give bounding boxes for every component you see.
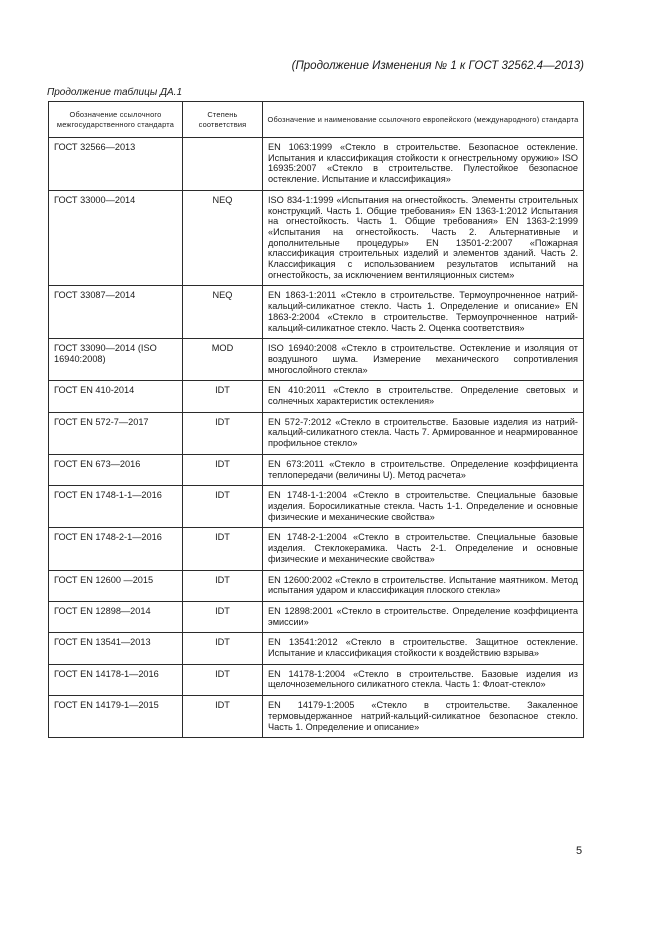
cell-european-standard: EN 410:2011 «Стекло в строительстве. Определение световых и солнечных характеристик остекления»: [263, 381, 584, 412]
cell-degree-of-conformity: IDT: [183, 454, 263, 485]
table-row: [49, 570, 584, 601]
amendment-header: (Продолжение Изменения № 1 к ГОСТ 32562.4—2013): [291, 60, 584, 72]
cell-interstate-standard: ГОСТ 33087—2014: [49, 286, 183, 339]
table-row: [49, 633, 584, 664]
cell-european-standard: EN 1748-1-1:2004 «Стекло в строительстве. Специальные базовые изделия. Боросиликатные стекла. Часть 1-1. Определение и основные физические и механические свойства»: [263, 486, 584, 528]
cell-degree-of-conformity: IDT: [183, 633, 263, 664]
cell-interstate-standard: ГОСТ EN 572-7—2017: [49, 412, 183, 454]
cell-interstate-standard: ГОСТ EN 410-2014: [49, 381, 183, 412]
table-row: [49, 412, 584, 454]
table-row: [49, 528, 584, 570]
cell-degree-of-conformity: IDT: [183, 486, 263, 528]
cell-european-standard: EN 1748-2-1:2004 «Стекло в строительстве. Специальные базовые изделия. Стеклокерамика. Часть 2-1. Определение и основные физические и механические свойства»: [263, 528, 584, 570]
cell-degree-of-conformity: IDT: [183, 412, 263, 454]
table-row: [49, 601, 584, 632]
cell-degree-of-conformity: IDT: [183, 664, 263, 695]
table-row: [49, 454, 584, 485]
cell-interstate-standard: ГОСТ EN 1748-2-1—2016: [49, 528, 183, 570]
cell-european-standard: EN 14178-1:2004 «Стекло в строительстве. Базовые изделия из щелочноземельного силикатного стекла. Часть 1: Флоат-стекло»: [263, 664, 584, 695]
table-header-row: [49, 102, 584, 138]
cell-european-standard: EN 13541:2012 «Стекло в строительстве. Защитное остекление. Испытание и классификация стойкости к воздействию взрыва»: [263, 633, 584, 664]
header-interstate-standard: Обозначение ссылочного межгосударственного стандарта: [49, 102, 183, 138]
cell-european-standard: EN 572-7:2012 «Стекло в строительстве. Базовые изделия из натрий-кальций-силикатного стекла. Часть 7. Армированное и неармированное профильное стекло»: [263, 412, 584, 454]
cell-degree-of-conformity: IDT: [183, 381, 263, 412]
cell-interstate-standard: ГОСТ 33090—2014 (ISO 16940:2008): [49, 339, 183, 381]
cell-degree-of-conformity: MOD: [183, 339, 263, 381]
cell-european-standard: EN 1863-1:2011 «Стекло в строительстве. Термоупрочненное натрий-кальций-силикатное стекло. Часть 1. Определение и описание» EN 1863-2:2004 «Стекло в строительстве. Термоупрочненное натрий-кальций-силикатное стекло. Часть 2. Оценка соответствия»: [263, 286, 584, 339]
cell-european-standard: EN 673:2011 «Стекло в строительстве. Определение коэффициента теплопередачи (величины U). Метод расчета»: [263, 454, 584, 485]
cell-degree-of-conformity: IDT: [183, 528, 263, 570]
cell-degree-of-conformity: IDT: [183, 601, 263, 632]
cell-degree-of-conformity: [183, 138, 263, 191]
cell-interstate-standard: ГОСТ EN 14178-1—2016: [49, 664, 183, 695]
cell-interstate-standard: ГОСТ EN 14179-1—2015: [49, 696, 183, 738]
header-degree-of-conformity: Степень соответствия: [183, 102, 263, 138]
cell-interstate-standard: ГОСТ EN 1748-1-1—2016: [49, 486, 183, 528]
page-number: 5: [576, 845, 583, 857]
table-row: [49, 339, 584, 381]
cell-interstate-standard: ГОСТ EN 13541—2013: [49, 633, 183, 664]
table-caption: Продолжение таблицы ДА.1: [47, 87, 183, 98]
cell-interstate-standard: ГОСТ 33000—2014: [49, 190, 183, 286]
cell-european-standard: EN 12600:2002 «Стекло в строительстве. Испытание маятником. Метод испытания ударом и классификация плоского стекла»: [263, 570, 584, 601]
cell-degree-of-conformity: IDT: [183, 570, 263, 601]
cell-interstate-standard: ГОСТ EN 673—2016: [49, 454, 183, 485]
cell-european-standard: EN 12898:2001 «Стекло в строительстве. Определение коэффициента эмиссии»: [263, 601, 584, 632]
table-row: [49, 486, 584, 528]
cell-european-standard: ISO 16940:2008 «Стекло в строительстве. Остекление и изоляция от воздушного шума. Измерение механического сопротивления многослойного стекла»: [263, 339, 584, 381]
table-row: [49, 286, 584, 339]
table-row: [49, 138, 584, 191]
cell-european-standard: ISO 834-1:1999 «Испытания на огнестойкость. Элементы строительных конструкций. Часть 1. Общие требования» EN 1363-1:2012 Испытания на огнестойкость. Часть 1. Общие требования» EN 1363-2:1999 «Испытания на огнестойкость. Часть 2. Альтернативные и дополнительные процедуры» EN 13501-2:2007 «Пожарная классификация строительных изделий и элементов зданий. Часть 2. Классификация с использованием результатов испытаний на огнестойкость, за исключением вентиляционных систем»: [263, 190, 584, 286]
cell-european-standard: EN 1063:1999 «Стекло в строительстве. Безопасное остекление. Испытания и классификация стойкости к огнестрельному оружию» ISO 16935:2007 «Стекло в строительстве. Пулестойкое безопасное остекление. Испытание и классификация»: [263, 138, 584, 191]
reference-table-container: [48, 101, 584, 738]
cell-degree-of-conformity: IDT: [183, 696, 263, 738]
table-row: [49, 381, 584, 412]
reference-standards-table: [48, 101, 584, 738]
cell-interstate-standard: ГОСТ EN 12898—2014: [49, 601, 183, 632]
table-row: [49, 696, 584, 738]
cell-interstate-standard: ГОСТ 32566—2013: [49, 138, 183, 191]
cell-european-standard: EN 14179-1:2005 «Стекло в строительстве. Закаленное термовыдержанное натрий-кальций-силикатное безопасное стекло. Часть 1. Определение и описание»: [263, 696, 584, 738]
table-row: [49, 190, 584, 286]
table-row: [49, 664, 584, 695]
cell-interstate-standard: ГОСТ EN 12600 —2015: [49, 570, 183, 601]
cell-degree-of-conformity: NEQ: [183, 190, 263, 286]
header-european-standard: Обозначение и наименование ссылочного европейского (международного) стандарта: [263, 102, 584, 138]
cell-degree-of-conformity: NEQ: [183, 286, 263, 339]
